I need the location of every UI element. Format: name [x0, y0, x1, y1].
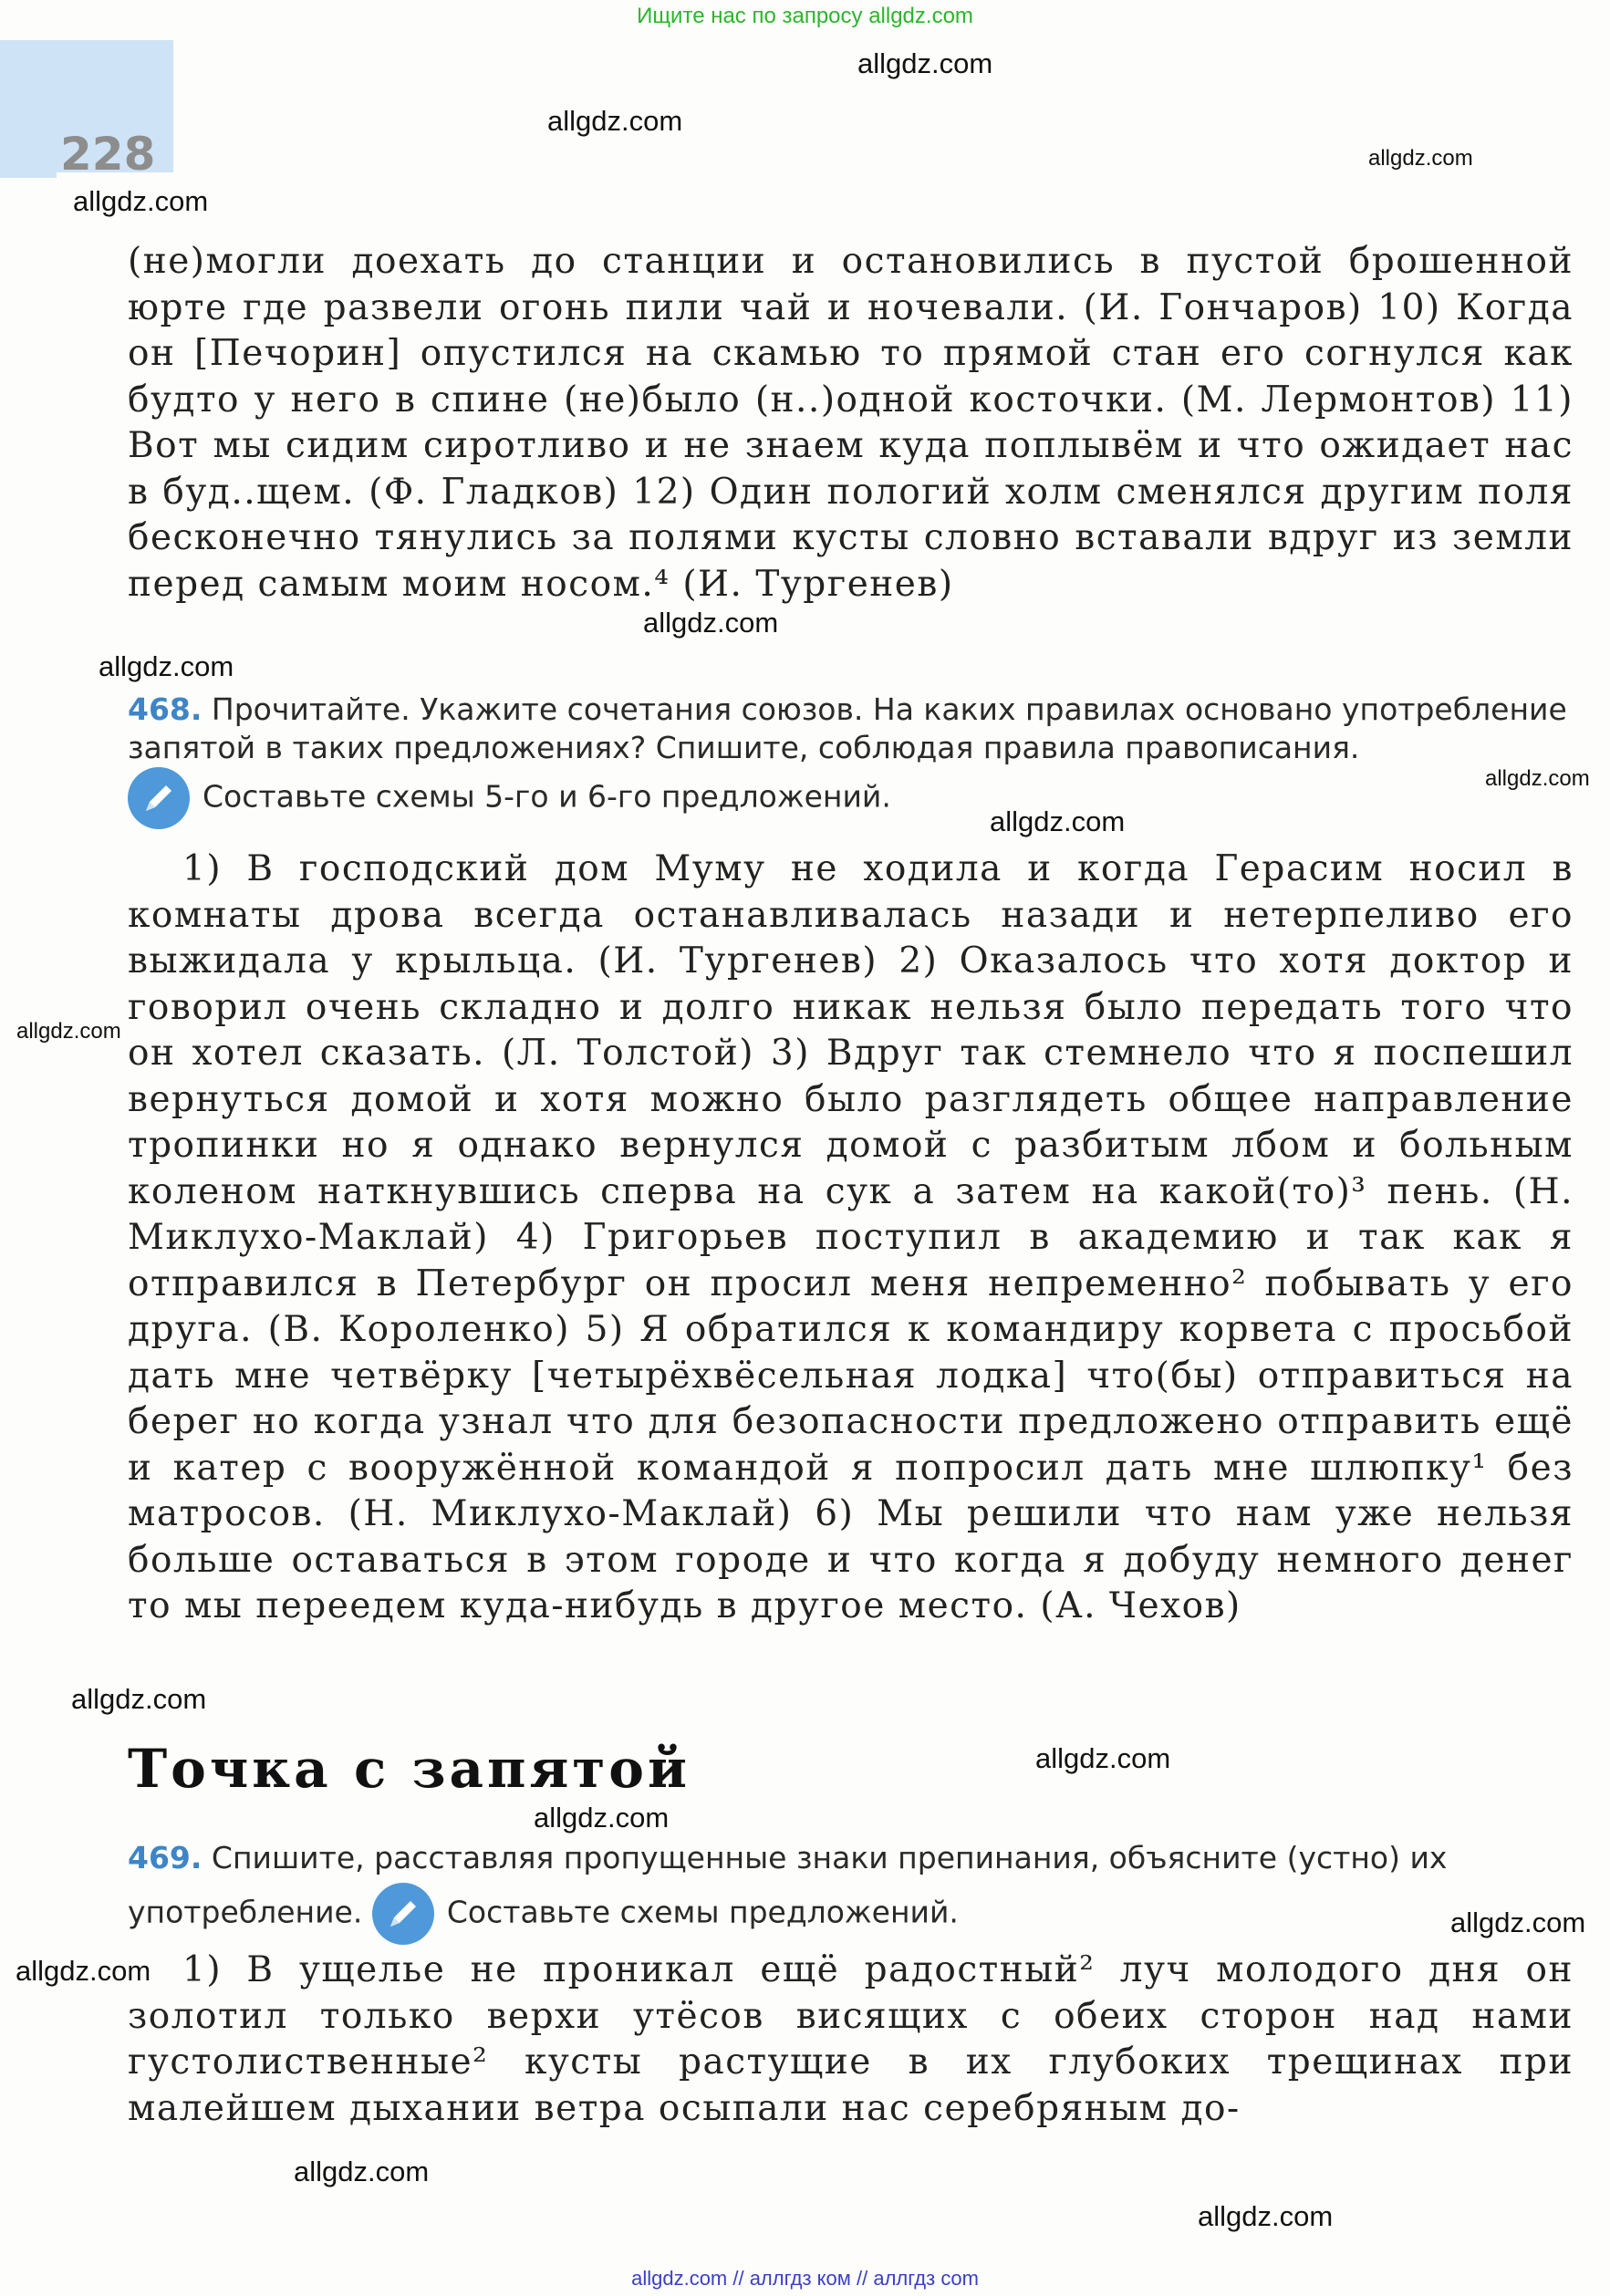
- exercise-instruction: Спишите, расставляя пропущенные знаки препинания, объясните (устно) их употребление.: [128, 1840, 1448, 1930]
- exercise-instruction: Прочитайте. Укажите сочетания союзов. На каких правилах основано употребление запятой в таких предложениях? Спишите, соблюдая правила правописания.: [128, 691, 1567, 765]
- watermark: allgdz.com: [547, 105, 683, 137]
- watermark: allgdz.com: [643, 607, 779, 639]
- section-title: Точка с запятой: [128, 1738, 691, 1800]
- watermark: allgdz.com: [1368, 146, 1473, 171]
- exercise-468-instruction: [128, 691, 1578, 829]
- footer-links[interactable]: allgdz.com // аллгдз ком // аллгдз com: [631, 2267, 979, 2290]
- watermark: allgdz.com: [1198, 2200, 1334, 2232]
- watermark: allgdz.com: [294, 2156, 430, 2187]
- watermark: allgdz.com: [1485, 766, 1590, 791]
- watermark: allgdz.com: [16, 1955, 151, 1987]
- watermark: allgdz.com: [73, 185, 209, 217]
- top-search-link[interactable]: Ищите нас по запросу allgdz.com: [637, 4, 973, 28]
- pencil-icon: [372, 1883, 434, 1945]
- exercise-469-instruction: [128, 1834, 1578, 1945]
- exercise-number: 469.: [128, 1840, 203, 1875]
- exercise-468-text: [128, 847, 1574, 1630]
- page-number: 228: [60, 128, 156, 181]
- watermark: allgdz.com: [71, 1683, 207, 1715]
- exercise-text: 1) В господский дом Муму не ходила и когда Герасим носил в комнаты дрова всегда останавливалась назади и нетерпеливо его выжидала у крыльца. (И. Тургенев) 2) Оказалось что хотя доктор и говорил очень складно и долго никак нельзя было передать того что он хотел сказать. (Л. Толстой) 3) Вдруг так стемнело что я поспешил вернуться домой и хотя можно было разглядеть общее направление тропинки но я однако вернулся домой с разбитым лбом и больным коленом наткнувшись сперва на сук а затем на какой(то)³ пень. (Н. Миклухо-Маклай) 4) Григорьев поступил в академию и так как я отправился в Петербург он просил меня непременно² побывать у его друга. (В. Короленко) 5) Я обратился к командиру корвета с просьбой дать мне четвёрку [четырёхвёсельная лодка] что(бы) отправиться на берег но когда узнал что для безопасности предложено отправить ещё и катер с вооружённой командой я попросил дать мне шлюпку¹ без матросов. (Н. Миклухо-Маклай) 6) Мы решили что нам уже нельзя больше оставаться в этом городе и что когда я добуду немного денег то мы переедем куда-нибудь в другое место. (А. Чехов): [128, 848, 1574, 1626]
- paragraph-text: (не)могли доехать до станции и остановились в пустой брошенной юрте где развели огонь пили чай и ночевали. (И. Гончаров) 10) Когда он [Печорин] опустился на скамью то прямой стан его согнулся как будто у него в спине (не)было (н..)одной косточки. (М. Лермонтов) 11) Вот мы сидим сиротливо и не знаем куда поплывём и что ожидает нас в буд..щем. (Ф. Гладков) 12) Один пологий холм сменялся другим поля бесконечно тянулись за полями кусты словно вставали вдруг из земли перед самым моим носом.⁴ (И. Тургенев): [128, 241, 1574, 605]
- exercise-text-continuation: [128, 239, 1574, 608]
- watermark: allgdz.com: [99, 650, 234, 682]
- watermark: allgdz.com: [534, 1802, 670, 1834]
- exercise-task: Составьте схемы предложений.: [446, 1894, 959, 1930]
- watermark: allgdz.com: [16, 1019, 121, 1044]
- watermark: allgdz.com: [1035, 1742, 1171, 1774]
- watermark: allgdz.com: [990, 805, 1126, 837]
- pencil-icon: [128, 767, 190, 829]
- exercise-text: 1) В ущелье не проникал ещё радостный² луч молодого дня он золотил только верхи утёсов висящих с обеих сторон над нами густолиственные² кусты растущие в их глубоких трещинах при малейшем дыхании ветра осыпали нас серебряным до-: [128, 1949, 1574, 2129]
- watermark: allgdz.com: [857, 47, 993, 79]
- exercise-task: Составьте схемы 5-го и 6-го предложений.: [203, 778, 891, 815]
- exercise-469-text: [128, 1948, 1574, 2132]
- exercise-number: 468.: [128, 691, 203, 727]
- corner-color-band: [0, 114, 57, 178]
- watermark: allgdz.com: [1450, 1906, 1586, 1938]
